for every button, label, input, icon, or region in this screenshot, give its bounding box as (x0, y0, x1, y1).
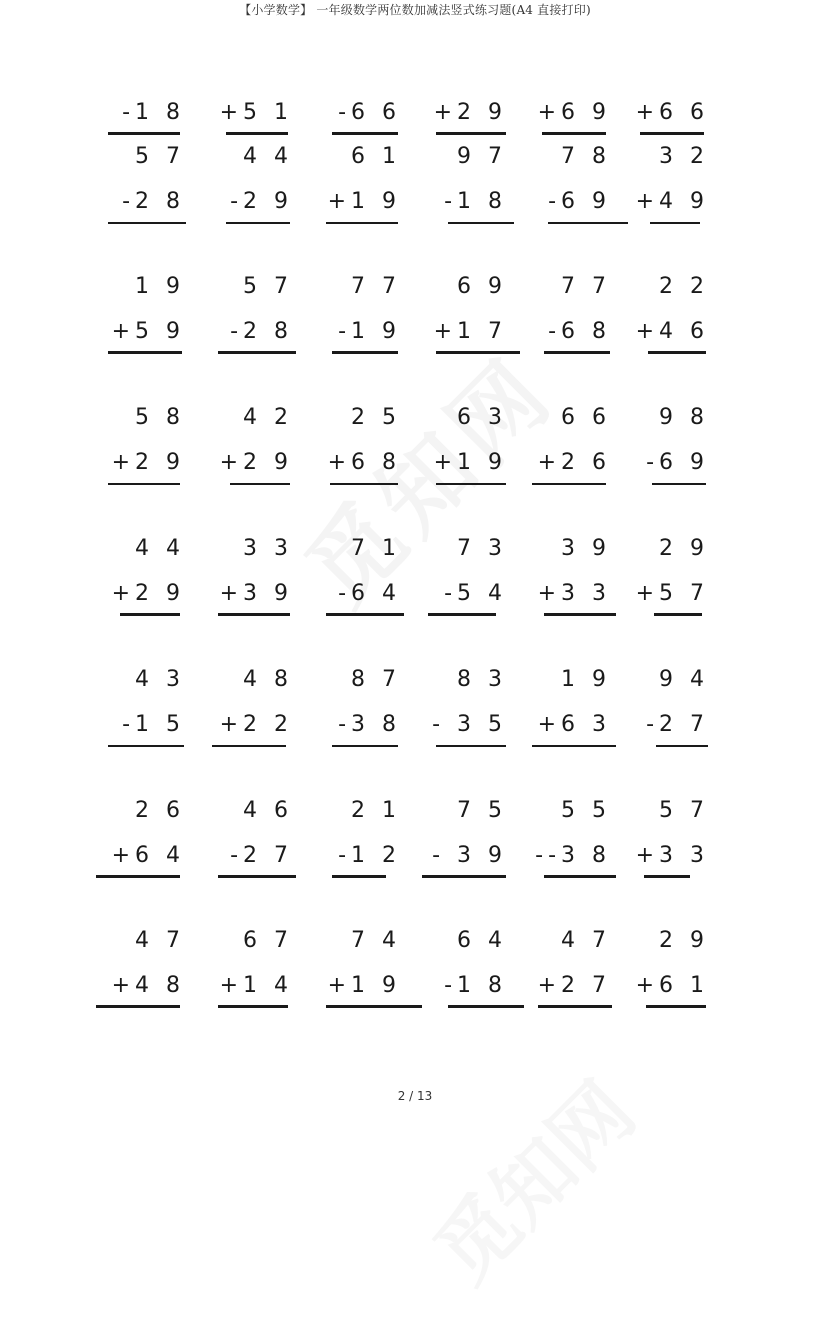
operand-text: +3 3 (537, 581, 611, 606)
operand-text: +1 4 (219, 973, 293, 998)
operand-text: -1 2 (338, 843, 401, 868)
problem-cell (594, 790, 709, 830)
problem-cell (496, 397, 611, 437)
problem-cell (178, 659, 293, 699)
operand-text: +2 9 (219, 450, 293, 475)
answer-line (332, 351, 398, 354)
answer-line (542, 132, 606, 135)
problem-cell (392, 92, 507, 132)
operand-text: -1 5 (122, 712, 185, 737)
answer-line (650, 222, 700, 224)
operand-text: 3 2 (659, 144, 709, 169)
answer-line (326, 613, 404, 616)
operand-text: 9 7 (457, 144, 507, 169)
problem-cell (392, 920, 507, 960)
operand-text: -2 7 (230, 843, 293, 868)
problem-cell (286, 790, 401, 830)
problem-cell (392, 397, 507, 437)
problem-cell (286, 920, 401, 960)
operand-text: -6 9 (548, 189, 611, 214)
problem-cell (496, 528, 611, 568)
operand-text: +6 4 (111, 843, 185, 868)
operand-text: 1 9 (135, 274, 185, 299)
answer-line (436, 745, 506, 747)
operand-text: +3 9 (219, 581, 293, 606)
problem-cell (178, 835, 293, 875)
problem-cell (70, 136, 185, 176)
operand-text: +6 9 (537, 100, 611, 125)
operand-text: -1 8 (122, 100, 185, 125)
operand-text: 4 8 (243, 667, 293, 692)
problem-cell (286, 136, 401, 176)
problem-cell (496, 704, 611, 744)
answer-line (648, 351, 706, 354)
operand-text: 4 6 (243, 798, 293, 823)
operand-text: -6 8 (548, 319, 611, 344)
problem-cell (496, 266, 611, 306)
answer-line (646, 1005, 706, 1008)
operand-text: 7 7 (351, 274, 401, 299)
operand-text: -2 8 (122, 189, 185, 214)
answer-line (332, 745, 398, 747)
problem-cell (594, 92, 709, 132)
problem-cell (70, 920, 185, 960)
answer-line (532, 483, 606, 485)
operand-text: -2 9 (230, 189, 293, 214)
operand-text: +5 9 (111, 319, 185, 344)
operand-text: -1 9 (338, 319, 401, 344)
problem-cell (594, 920, 709, 960)
answer-line (544, 613, 616, 616)
answer-line (218, 613, 290, 616)
problem-cell (496, 835, 611, 875)
operand-text: 4 4 (135, 536, 185, 561)
problem-cell (286, 659, 401, 699)
problem-cell (392, 266, 507, 306)
problem-cell (392, 442, 507, 482)
operand-text: 5 5 (561, 798, 611, 823)
problem-cell (496, 790, 611, 830)
operand-text: +1 9 (433, 450, 507, 475)
operand-text: 2 1 (351, 798, 401, 823)
operand-text: 4 2 (243, 405, 293, 430)
problem-cell (178, 704, 293, 744)
problem-cell (594, 704, 709, 744)
operand-text: 6 1 (351, 144, 401, 169)
answer-line (332, 875, 386, 878)
problem-cell (594, 136, 709, 176)
operand-text: - 3 5 (432, 712, 507, 737)
problem-cell (70, 397, 185, 437)
answer-line (120, 613, 180, 616)
problem-cell (286, 704, 401, 744)
problem-cell (178, 181, 293, 221)
problem-cell (70, 835, 185, 875)
operand-text: 6 6 (561, 405, 611, 430)
problem-cell (70, 704, 185, 744)
operand-text: 7 1 (351, 536, 401, 561)
problem-cell (178, 92, 293, 132)
problem-cell (70, 573, 185, 613)
answer-line (656, 745, 708, 747)
answer-line (544, 351, 610, 354)
problem-cell (178, 397, 293, 437)
problem-cell (496, 311, 611, 351)
operand-text: 7 5 (457, 798, 507, 823)
problem-cell (70, 659, 185, 699)
problem-cell (178, 311, 293, 351)
operand-text: 7 8 (561, 144, 611, 169)
problem-cell (70, 266, 185, 306)
operand-text: 9 8 (659, 405, 709, 430)
problem-cell (286, 92, 401, 132)
problem-cell (392, 790, 507, 830)
operand-text: -6 6 (338, 100, 401, 125)
problem-cell (178, 965, 293, 1005)
operand-text: 7 3 (457, 536, 507, 561)
answer-line (644, 875, 690, 878)
problem-cell (286, 397, 401, 437)
problem-cell (286, 965, 401, 1005)
answer-line (108, 745, 184, 747)
problem-cell (594, 965, 709, 1005)
operand-text: 9 4 (659, 667, 709, 692)
operand-text: +2 7 (537, 973, 611, 998)
problem-cell (178, 442, 293, 482)
answer-line (108, 132, 180, 135)
problem-cell (392, 659, 507, 699)
answer-line (226, 222, 290, 224)
problem-cell (70, 442, 185, 482)
operand-text: -6 4 (338, 581, 401, 606)
problem-cell (286, 311, 401, 351)
operand-text: 2 2 (659, 274, 709, 299)
operand-text: +5 1 (219, 100, 293, 125)
problem-cell (392, 704, 507, 744)
problem-cell (286, 181, 401, 221)
answer-line (218, 1005, 288, 1008)
answer-line (108, 222, 186, 224)
problem-cell (178, 266, 293, 306)
answer-line (96, 875, 180, 878)
operand-text: +2 9 (111, 581, 185, 606)
problem-cell (178, 528, 293, 568)
operand-text: 3 3 (243, 536, 293, 561)
problem-cell (496, 920, 611, 960)
operand-text: 8 3 (457, 667, 507, 692)
answer-line (326, 1005, 422, 1008)
answer-line (544, 875, 616, 878)
operand-text: +6 1 (635, 973, 709, 998)
answer-line (436, 132, 506, 135)
operand-text: +1 9 (327, 973, 401, 998)
problem-cell (286, 266, 401, 306)
problem-cell (70, 965, 185, 1005)
problem-cell (496, 92, 611, 132)
operand-text: 5 7 (135, 144, 185, 169)
problem-cell (70, 528, 185, 568)
operand-text: -2 8 (230, 319, 293, 344)
answer-line (212, 745, 286, 747)
problem-cell (70, 790, 185, 830)
problem-cell (392, 835, 507, 875)
answer-line (448, 222, 514, 224)
document-header: 【小学数学】 一年级数学两位数加减法竖式练习题(A4 直接打印) (239, 3, 591, 17)
operand-text: 3 9 (561, 536, 611, 561)
operand-text: -3 8 (338, 712, 401, 737)
problem-cell (496, 965, 611, 1005)
problem-cell (594, 659, 709, 699)
problem-cell (178, 790, 293, 830)
problem-cell (392, 311, 507, 351)
answer-line (218, 351, 296, 354)
operand-text: +6 3 (537, 712, 611, 737)
operand-text: 6 4 (457, 928, 507, 953)
operand-text: - 3 9 (432, 843, 507, 868)
operand-text: --3 8 (535, 843, 611, 868)
problem-cell (178, 136, 293, 176)
problem-cell (286, 573, 401, 613)
operand-text: +3 3 (635, 843, 709, 868)
problem-cell (594, 181, 709, 221)
answer-line (640, 132, 704, 135)
operand-text: 6 3 (457, 405, 507, 430)
operand-text: +2 9 (111, 450, 185, 475)
problem-cell (594, 311, 709, 351)
operand-text: +2 9 (433, 100, 507, 125)
problem-cell (70, 311, 185, 351)
answer-line (654, 613, 702, 616)
operand-text: +4 6 (635, 319, 709, 344)
problem-cell (70, 181, 185, 221)
page-number: 2 / 13 (397, 1089, 433, 1103)
problem-cell (496, 442, 611, 482)
operand-text: 7 7 (561, 274, 611, 299)
answer-line (538, 1005, 612, 1008)
answer-line (652, 483, 706, 485)
operand-text: -1 8 (444, 189, 507, 214)
problem-cell (496, 573, 611, 613)
answer-line (330, 483, 398, 485)
problem-cell (594, 528, 709, 568)
operand-text: -5 4 (444, 581, 507, 606)
operand-text: 5 7 (659, 798, 709, 823)
operand-text: +1 7 (433, 319, 507, 344)
answer-line (96, 1005, 180, 1008)
operand-text: +2 6 (537, 450, 611, 475)
problem-cell (594, 573, 709, 613)
operand-text: -6 9 (646, 450, 709, 475)
answer-line (428, 613, 496, 616)
answer-line (436, 483, 506, 485)
answer-line (422, 875, 506, 878)
operand-text: +5 7 (635, 581, 709, 606)
answer-line (548, 222, 628, 224)
operand-text: +2 2 (219, 712, 293, 737)
operand-text: +4 8 (111, 973, 185, 998)
operand-text: 8 7 (351, 667, 401, 692)
operand-text: +1 9 (327, 189, 401, 214)
problem-cell (392, 965, 507, 1005)
operand-text: 4 7 (135, 928, 185, 953)
answer-line (218, 875, 296, 878)
operand-text: 7 4 (351, 928, 401, 953)
answer-line (108, 483, 180, 485)
problem-cell (392, 528, 507, 568)
problem-cell (286, 442, 401, 482)
operand-text: 6 9 (457, 274, 507, 299)
operand-text: 4 3 (135, 667, 185, 692)
answer-line (326, 222, 398, 224)
answer-line (226, 132, 288, 135)
problem-cell (392, 181, 507, 221)
operand-text: 2 5 (351, 405, 401, 430)
problem-cell (178, 573, 293, 613)
operand-text: 4 4 (243, 144, 293, 169)
problem-cell (594, 442, 709, 482)
operand-text: 4 7 (561, 928, 611, 953)
problem-cell (496, 181, 611, 221)
problem-cell (496, 659, 611, 699)
answer-line (108, 351, 182, 354)
answer-line (448, 1005, 524, 1008)
operand-text: 6 7 (243, 928, 293, 953)
operand-text: 5 7 (243, 274, 293, 299)
problem-cell (178, 920, 293, 960)
problem-cell (70, 92, 185, 132)
problem-cell (392, 136, 507, 176)
answer-line (230, 483, 290, 485)
problem-cell (594, 266, 709, 306)
problem-cell (392, 573, 507, 613)
problem-cell (594, 397, 709, 437)
operand-text: +4 9 (635, 189, 709, 214)
operand-text: 1 9 (561, 667, 611, 692)
operand-text: 5 8 (135, 405, 185, 430)
operand-text: 2 9 (659, 928, 709, 953)
operand-text: -2 7 (646, 712, 709, 737)
answer-line (332, 132, 398, 135)
answer-line (532, 745, 616, 747)
problem-cell (286, 835, 401, 875)
operand-text: 2 6 (135, 798, 185, 823)
operand-text: +6 8 (327, 450, 401, 475)
watermark-bottom (383, 1031, 676, 1324)
problem-cell (496, 136, 611, 176)
operand-text: 2 9 (659, 536, 709, 561)
operand-text: -1 8 (444, 973, 507, 998)
problem-cell (286, 528, 401, 568)
answer-line (436, 351, 520, 354)
operand-text: +6 6 (635, 100, 709, 125)
problem-cell (594, 835, 709, 875)
